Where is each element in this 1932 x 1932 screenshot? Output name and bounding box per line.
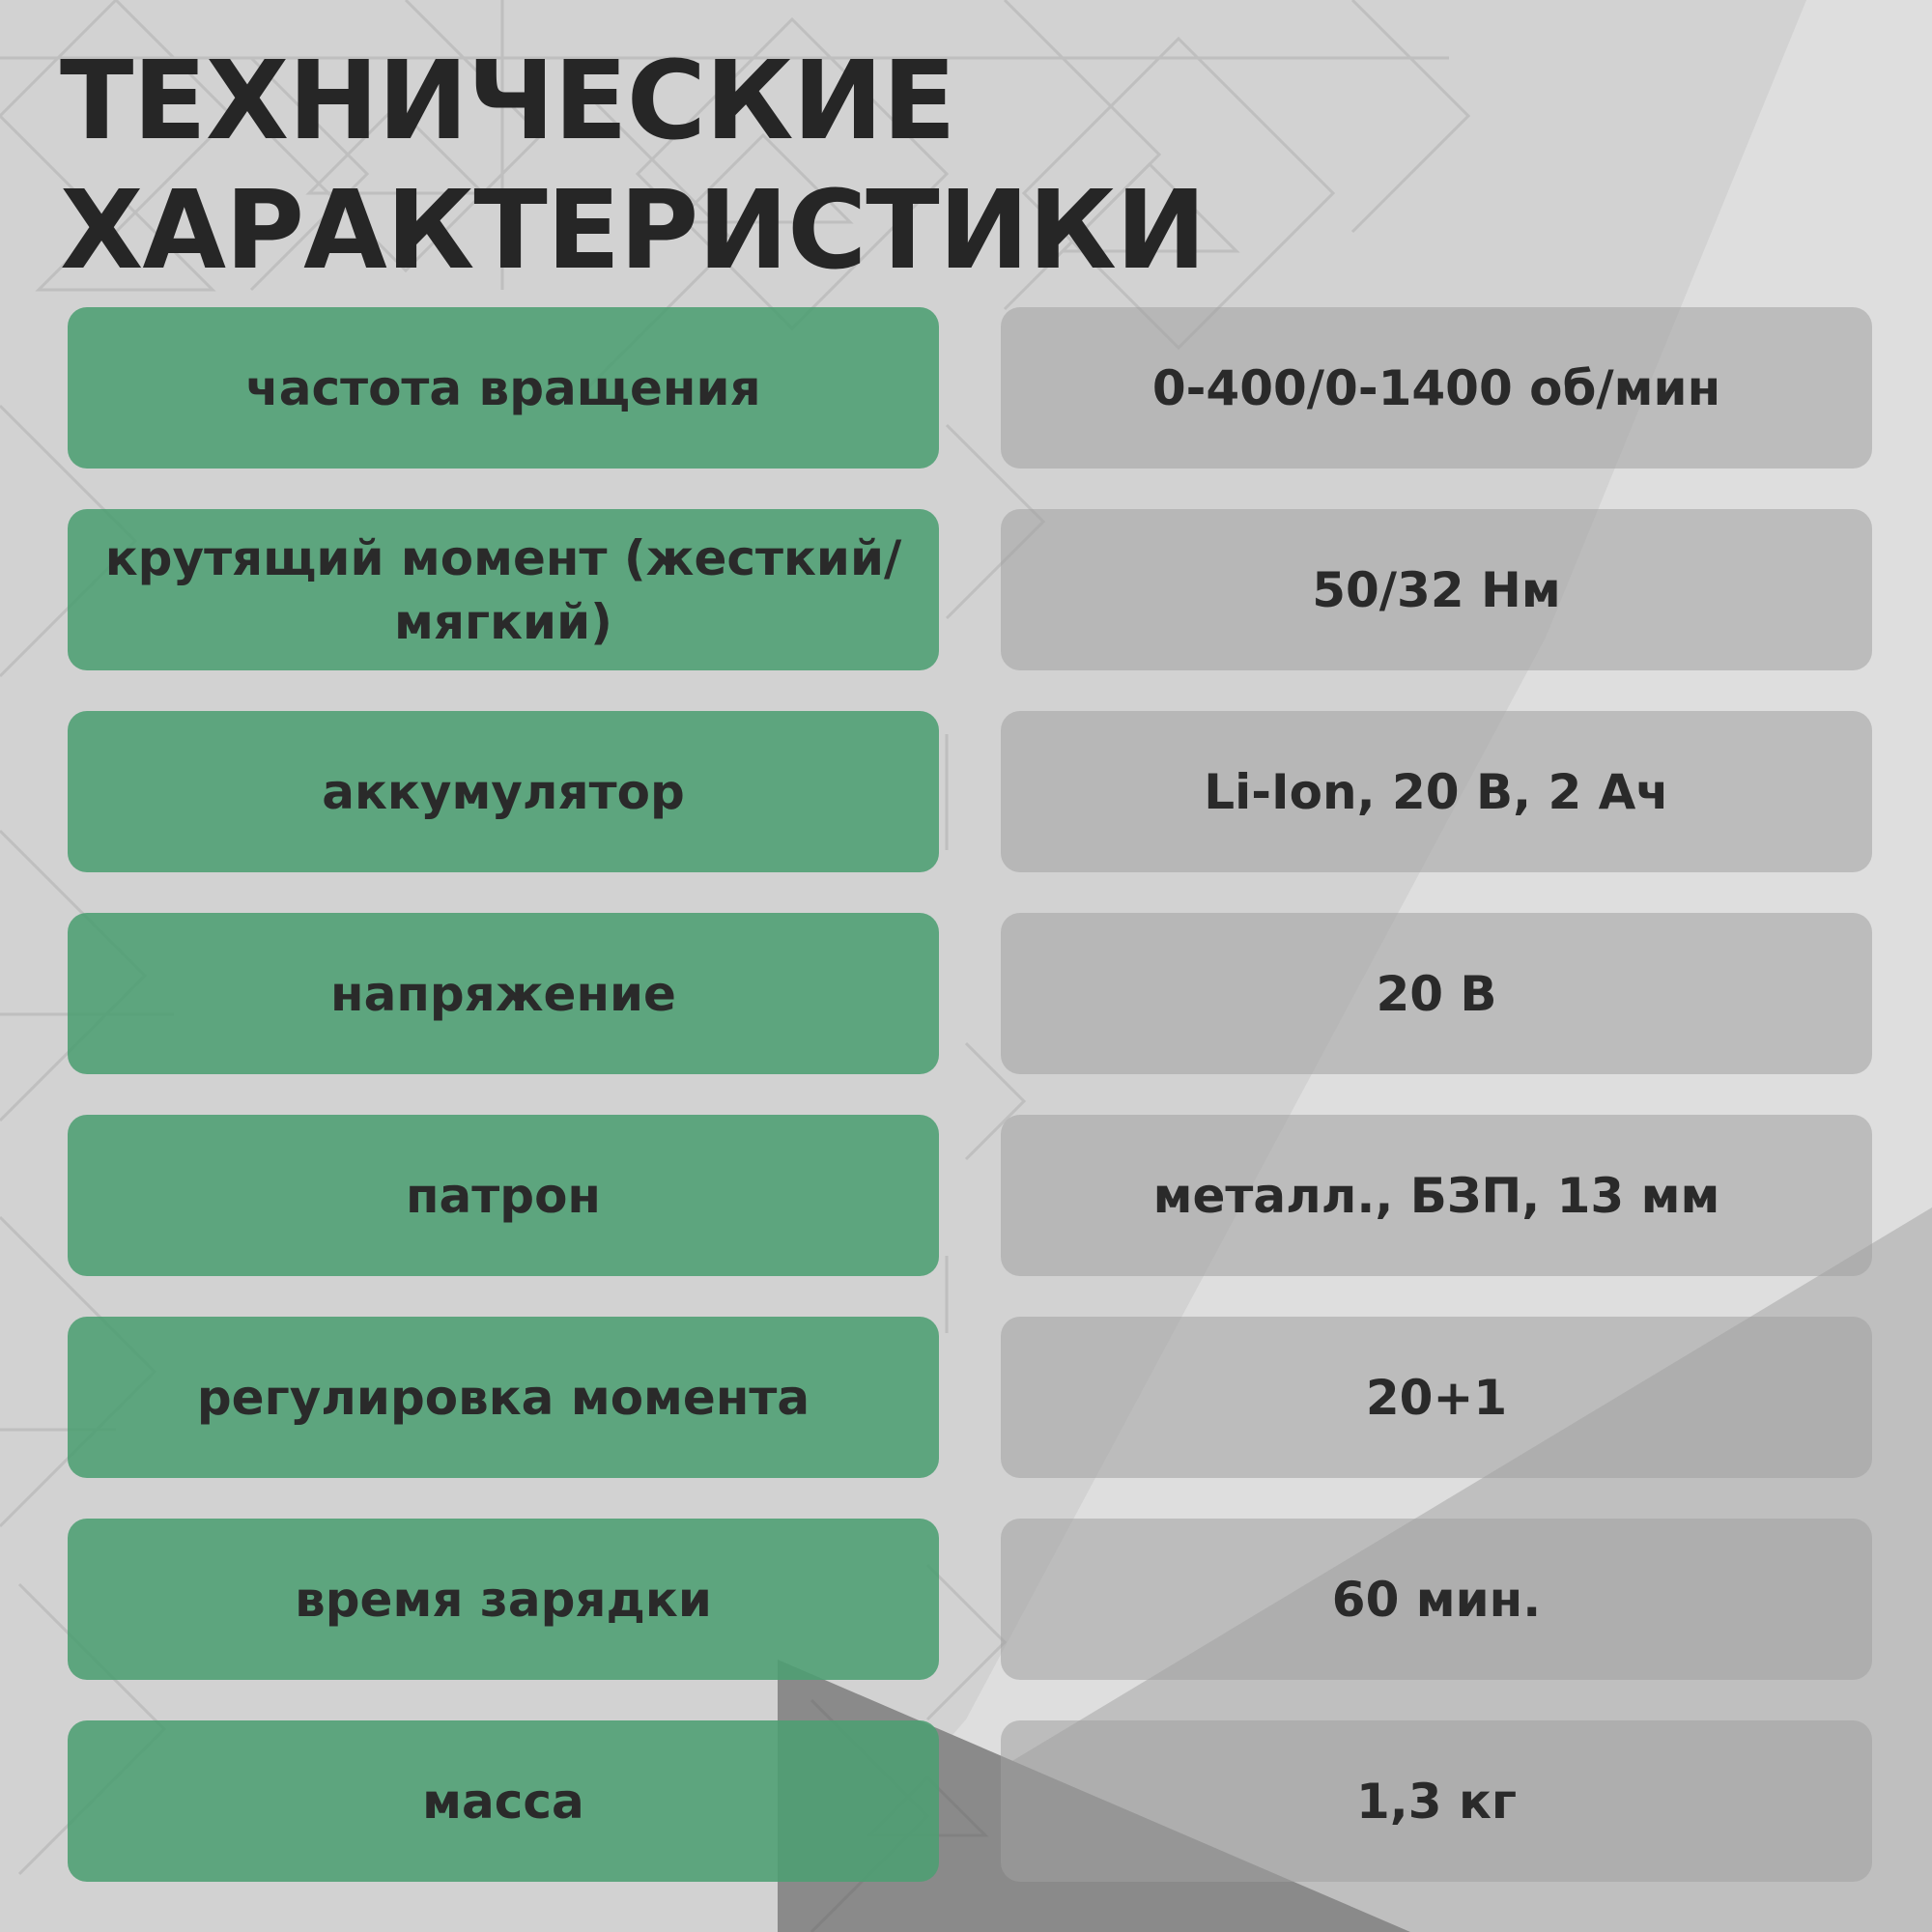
spec-row: [68, 509, 1872, 670]
spec-label: аккумулятор: [68, 711, 939, 872]
spec-value: 0-400/0-1400 об/мин: [1001, 307, 1872, 469]
spec-label: напряжение: [68, 913, 939, 1074]
spec-label: регулировка момента: [68, 1317, 939, 1478]
spec-label: время зарядки: [68, 1519, 939, 1680]
title-line-2: ХАРАКТЕРИСТИКИ: [60, 168, 1206, 294]
spec-label: патрон: [68, 1115, 939, 1276]
spec-value: 60 мин.: [1001, 1519, 1872, 1680]
spec-value: Li-Ion, 20 В, 2 Ач: [1001, 711, 1872, 872]
spec-row: [68, 307, 1872, 469]
page-title: [60, 37, 1206, 296]
spec-row: [68, 1519, 1872, 1680]
spec-label: частота вращения: [68, 307, 939, 469]
spec-value: металл., БЗП, 13 мм: [1001, 1115, 1872, 1276]
spec-row: [68, 913, 1872, 1074]
spec-value: 20 В: [1001, 913, 1872, 1074]
spec-label: крутящий момент (жесткий/ мягкий): [68, 509, 939, 670]
spec-value: 20+1: [1001, 1317, 1872, 1478]
spec-label: масса: [68, 1720, 939, 1882]
title-line-1: ТЕХНИЧЕСКИЕ: [60, 39, 955, 164]
spec-value: 1,3 кг: [1001, 1720, 1872, 1882]
spec-row: [68, 1720, 1872, 1882]
spec-row: [68, 1115, 1872, 1276]
spec-row: [68, 1317, 1872, 1478]
spec-value: 50/32 Нм: [1001, 509, 1872, 670]
spec-row: [68, 711, 1872, 872]
